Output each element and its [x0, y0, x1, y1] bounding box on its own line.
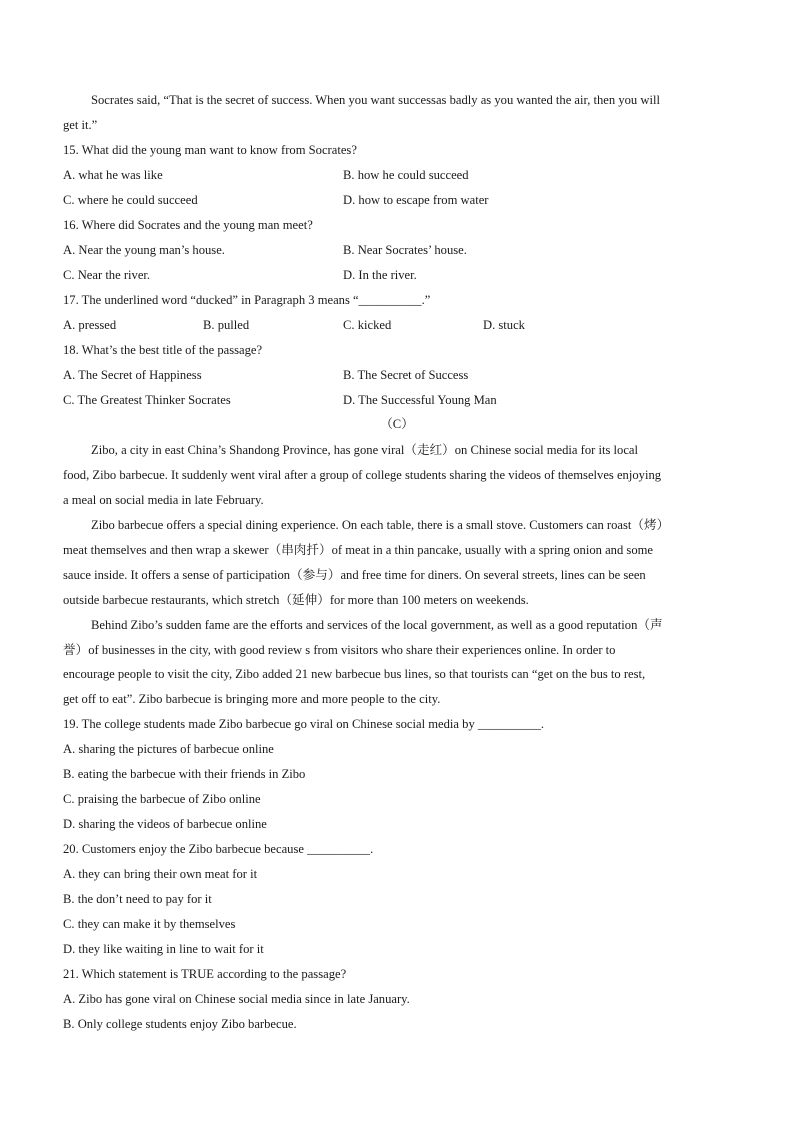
q18-option-b: B. The Secret of Success	[343, 368, 469, 382]
q20-option-c: C. they can make it by themselves	[63, 917, 236, 931]
q15-option-d: D. how to escape from water	[343, 193, 489, 207]
q17-option-b: B. pulled	[203, 318, 250, 332]
q17-option-d: D. stuck	[483, 318, 525, 332]
passage-c-p2-line-4: outside barbecue restaurants, which stretch（延伸）for more than 100 meters on weekends.	[63, 593, 529, 607]
passage-c-p1-line-2: food, Zibo barbecue. It suddenly went viral after a group of college students sharing the videos of themselves enjoying	[63, 468, 662, 482]
q16-option-a: A. Near the young man’s house.	[63, 243, 225, 257]
q18-option-c: C. The Greatest Thinker Socrates	[63, 393, 231, 407]
section-c-heading: （C）	[380, 417, 414, 431]
q19-option-d: D. sharing the videos of barbecue online	[63, 817, 267, 831]
question-21-stem: 21. Which statement is TRUE according to the passage?	[63, 967, 347, 981]
q16-option-c: C. Near the river.	[63, 268, 151, 282]
passage-c-p2-line-1: Zibo barbecue offers a special dining experience. On each table, there is a small stove. Customers can roast（烤）	[91, 518, 670, 532]
passage-c-p3-line-3: encourage people to visit the city, Zibo added 21 new barbecue bus lines, so that tourists can “get on the bus to rest,	[63, 667, 646, 681]
question-16-stem: 16. Where did Socrates and the young man meet?	[63, 218, 313, 232]
question-15-stem: 15. What did the young man want to know from Socrates?	[63, 143, 357, 157]
q17-option-a: A. pressed	[63, 318, 117, 332]
q21-option-a: A. Zibo has gone viral on Chinese social media since in late January.	[63, 992, 410, 1006]
q21-option-b: B. Only college students enjoy Zibo barbecue.	[63, 1017, 297, 1031]
question-19-stem: 19. The college students made Zibo barbecue go viral on Chinese social media by __________.	[63, 717, 545, 731]
question-18-stem: 18. What’s the best title of the passage?	[63, 343, 263, 357]
intro-line-1: Socrates said, “That is the secret of success. When you want successas badly as you wanted the air, then you will	[91, 93, 660, 107]
passage-c-p3-line-2: 誉）of businesses in the city, with good review s from visitors who share their experiences online. In order to	[63, 643, 616, 657]
q19-option-a: A. sharing the pictures of barbecue online	[63, 742, 274, 756]
q18-option-a: A. The Secret of Happiness	[63, 368, 202, 382]
passage-c-p3-line-4: get off to eat”. Zibo barbecue is bringing more and more people to the city.	[63, 692, 441, 706]
q19-option-c: C. praising the barbecue of Zibo online	[63, 792, 261, 806]
q15-option-b: B. how he could succeed	[343, 168, 469, 182]
q16-option-b: B. Near Socrates’ house.	[343, 243, 467, 257]
q18-option-d: D. The Successful Young Man	[343, 393, 497, 407]
passage-c-p2-line-2: meat themselves and then wrap a skewer（串肉扦）of meat in a thin pancake, usually with a spring onion and some	[63, 543, 654, 557]
passage-c-p1-line-3: a meal on social media in late February.	[63, 493, 264, 507]
passage-c-p2-line-3: sauce inside. It offers a sense of participation（参与）and free time for diners. On several streets, lines can be seen	[63, 568, 646, 582]
question-17-stem: 17. The underlined word “ducked” in Paragraph 3 means “__________.”	[63, 293, 431, 307]
q15-option-c: C. where he could succeed	[63, 193, 198, 207]
question-20-stem: 20. Customers enjoy the Zibo barbecue because __________.	[63, 842, 374, 856]
q19-option-b: B. eating the barbecue with their friends in Zibo	[63, 767, 306, 781]
q15-option-a: A. what he was like	[63, 168, 163, 182]
intro-line-2: get it.”	[63, 118, 98, 132]
passage-c-p3-line-1: Behind Zibo’s sudden fame are the efforts and services of the local government, as well as a good reputation（声	[91, 618, 663, 632]
q16-option-d: D. In the river.	[343, 268, 417, 282]
q17-option-c: C. kicked	[343, 318, 392, 332]
q20-option-a: A. they can bring their own meat for it	[63, 867, 258, 881]
q20-option-b: B. the don’t need to pay for it	[63, 892, 212, 906]
q20-option-d: D. they like waiting in line to wait for it	[63, 942, 264, 956]
passage-c-p1-line-1: Zibo, a city in east China’s Shandong Province, has gone viral（走红）on Chinese social media for its local	[91, 443, 639, 457]
